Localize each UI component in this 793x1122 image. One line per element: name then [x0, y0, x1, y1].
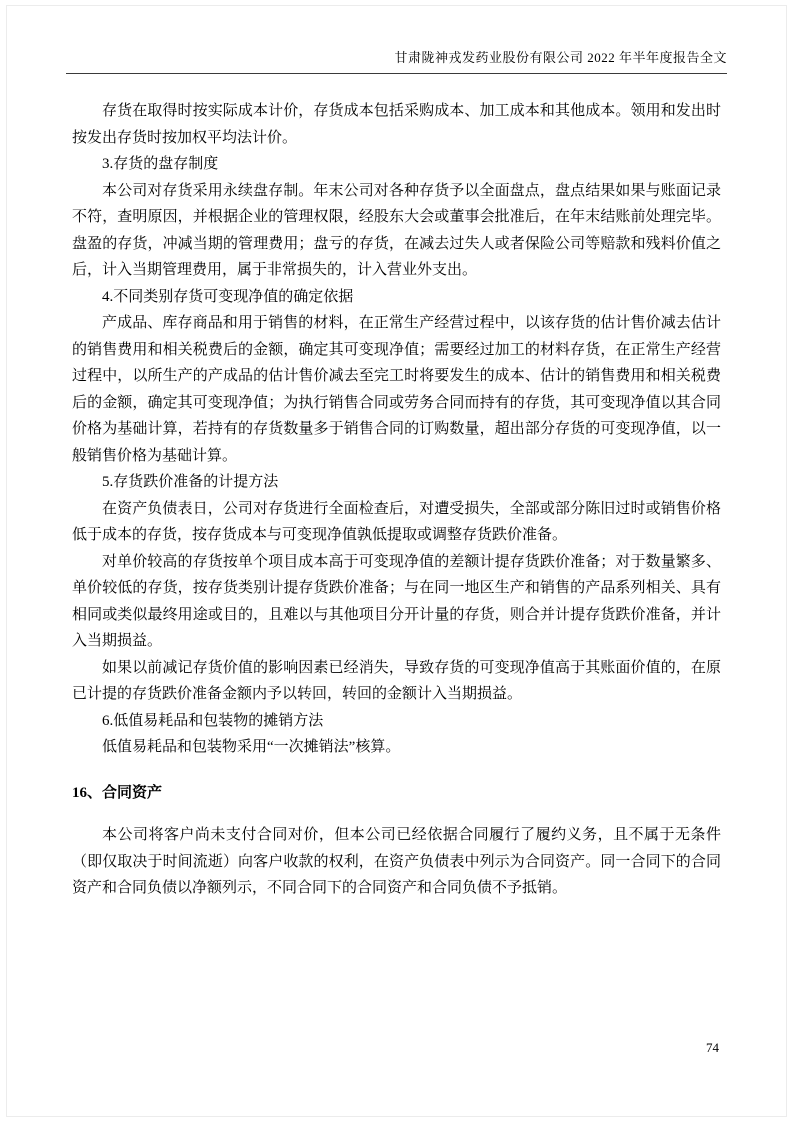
page-number: 74 — [706, 1040, 719, 1055]
document-body — [72, 98, 721, 902]
paragraph: 低值易耗品和包装物采用“一次摊销法”核算。 — [102, 739, 401, 755]
paragraph: 本公司对存货采用永续盘存制。年末公司对各种存货予以全面盘点，盘点结果如果与账面记录不符，查明原因，并根据企业的管理权限，经股东大会或董事会批准后，在年末结账前处理完毕。盘盈的存货，冲减当期的管理费用；盘亏的存货，在减去过失人或者保险公司等赔款和残料价值之后，计入当期管理费用，属于非常损失的，计入营业外支出。 — [72, 182, 721, 278]
subheading-write-down-method: 5.存货跌价准备的计提方法 — [102, 474, 279, 490]
paragraph: 在资产负债表日，公司对存货进行全面检查后，对遭受损失，全部或部分陈旧过时或销售价格低于成本的存货，按存货成本与可变现净值孰低提取或调整存货跌价准备。 — [72, 500, 721, 543]
paragraph: 对单价较高的存货按单个项目成本高于可变现净值的差额计提存货跌价准备；对于数量繁多、单价较低的存货，按存货类别计提存货跌价准备；与在同一地区生产和销售的产品系列相关、具有相同或类似最终用途或目的，且难以与其他项目分开计量的存货，则合并计提存货跌价准备，并计入当期损益。 — [72, 553, 721, 649]
paragraph: 如果以前减记存货价值的影响因素已经消失，导致存货的可变现净值高于其账面价值的，在原已计提的存货跌价准备金额内予以转回，转回的金额计入当期损益。 — [72, 659, 721, 702]
document-title: 甘肃陇神戎发药业股份有限公司 2022 年半年度报告全文 — [394, 50, 727, 65]
paragraph: 本公司将客户尚未支付合同对价，但本公司已经依据合同履行了履约义务，且不属于无条件（即仅取决于时间流逝）向客户收款的权利，在资产负债表中列示为合同资产。同一合同下的合同资产和合同负债以净额列示，不同合同下的合同资产和合同负债不予抵销。 — [72, 827, 721, 896]
subheading-inventory-system: 3.存货的盘存制度 — [102, 156, 219, 172]
paragraph: 存货在取得时按实际成本计价，存货成本包括采购成本、加工成本和其他成本。领用和发出时按发出存货时按加权平均法计价。 — [72, 103, 721, 146]
subheading-amortization-method: 6.低值易耗品和包装物的摊销方法 — [102, 712, 324, 729]
section-heading-contract-assets: 16、合同资产 — [72, 784, 163, 801]
paragraph: 产成品、库存商品和用于销售的材料，在正常生产经营过程中，以该存货的估计售价减去估计的销售费用和相关税费后的金额，确定其可变现净值；需要经过加工的材料存货，在正常生产经营过程中，以所生产的产成品的估计售价减去至完工时将要发生的成本、估计的销售费用和相关税费后的金额，确定其可变现净值；为执行销售合同或劳务合同而持有的存货，其可变现净值以其合同价格为基础计算，若持有的存货数量多于销售合同的订购数量，超出部分存货的可变现净值，以一般销售价格为基础计算。 — [72, 315, 721, 464]
page-header — [66, 50, 727, 74]
subheading-nrv-basis: 4.不同类别存货可变现净值的确定依据 — [102, 288, 354, 305]
